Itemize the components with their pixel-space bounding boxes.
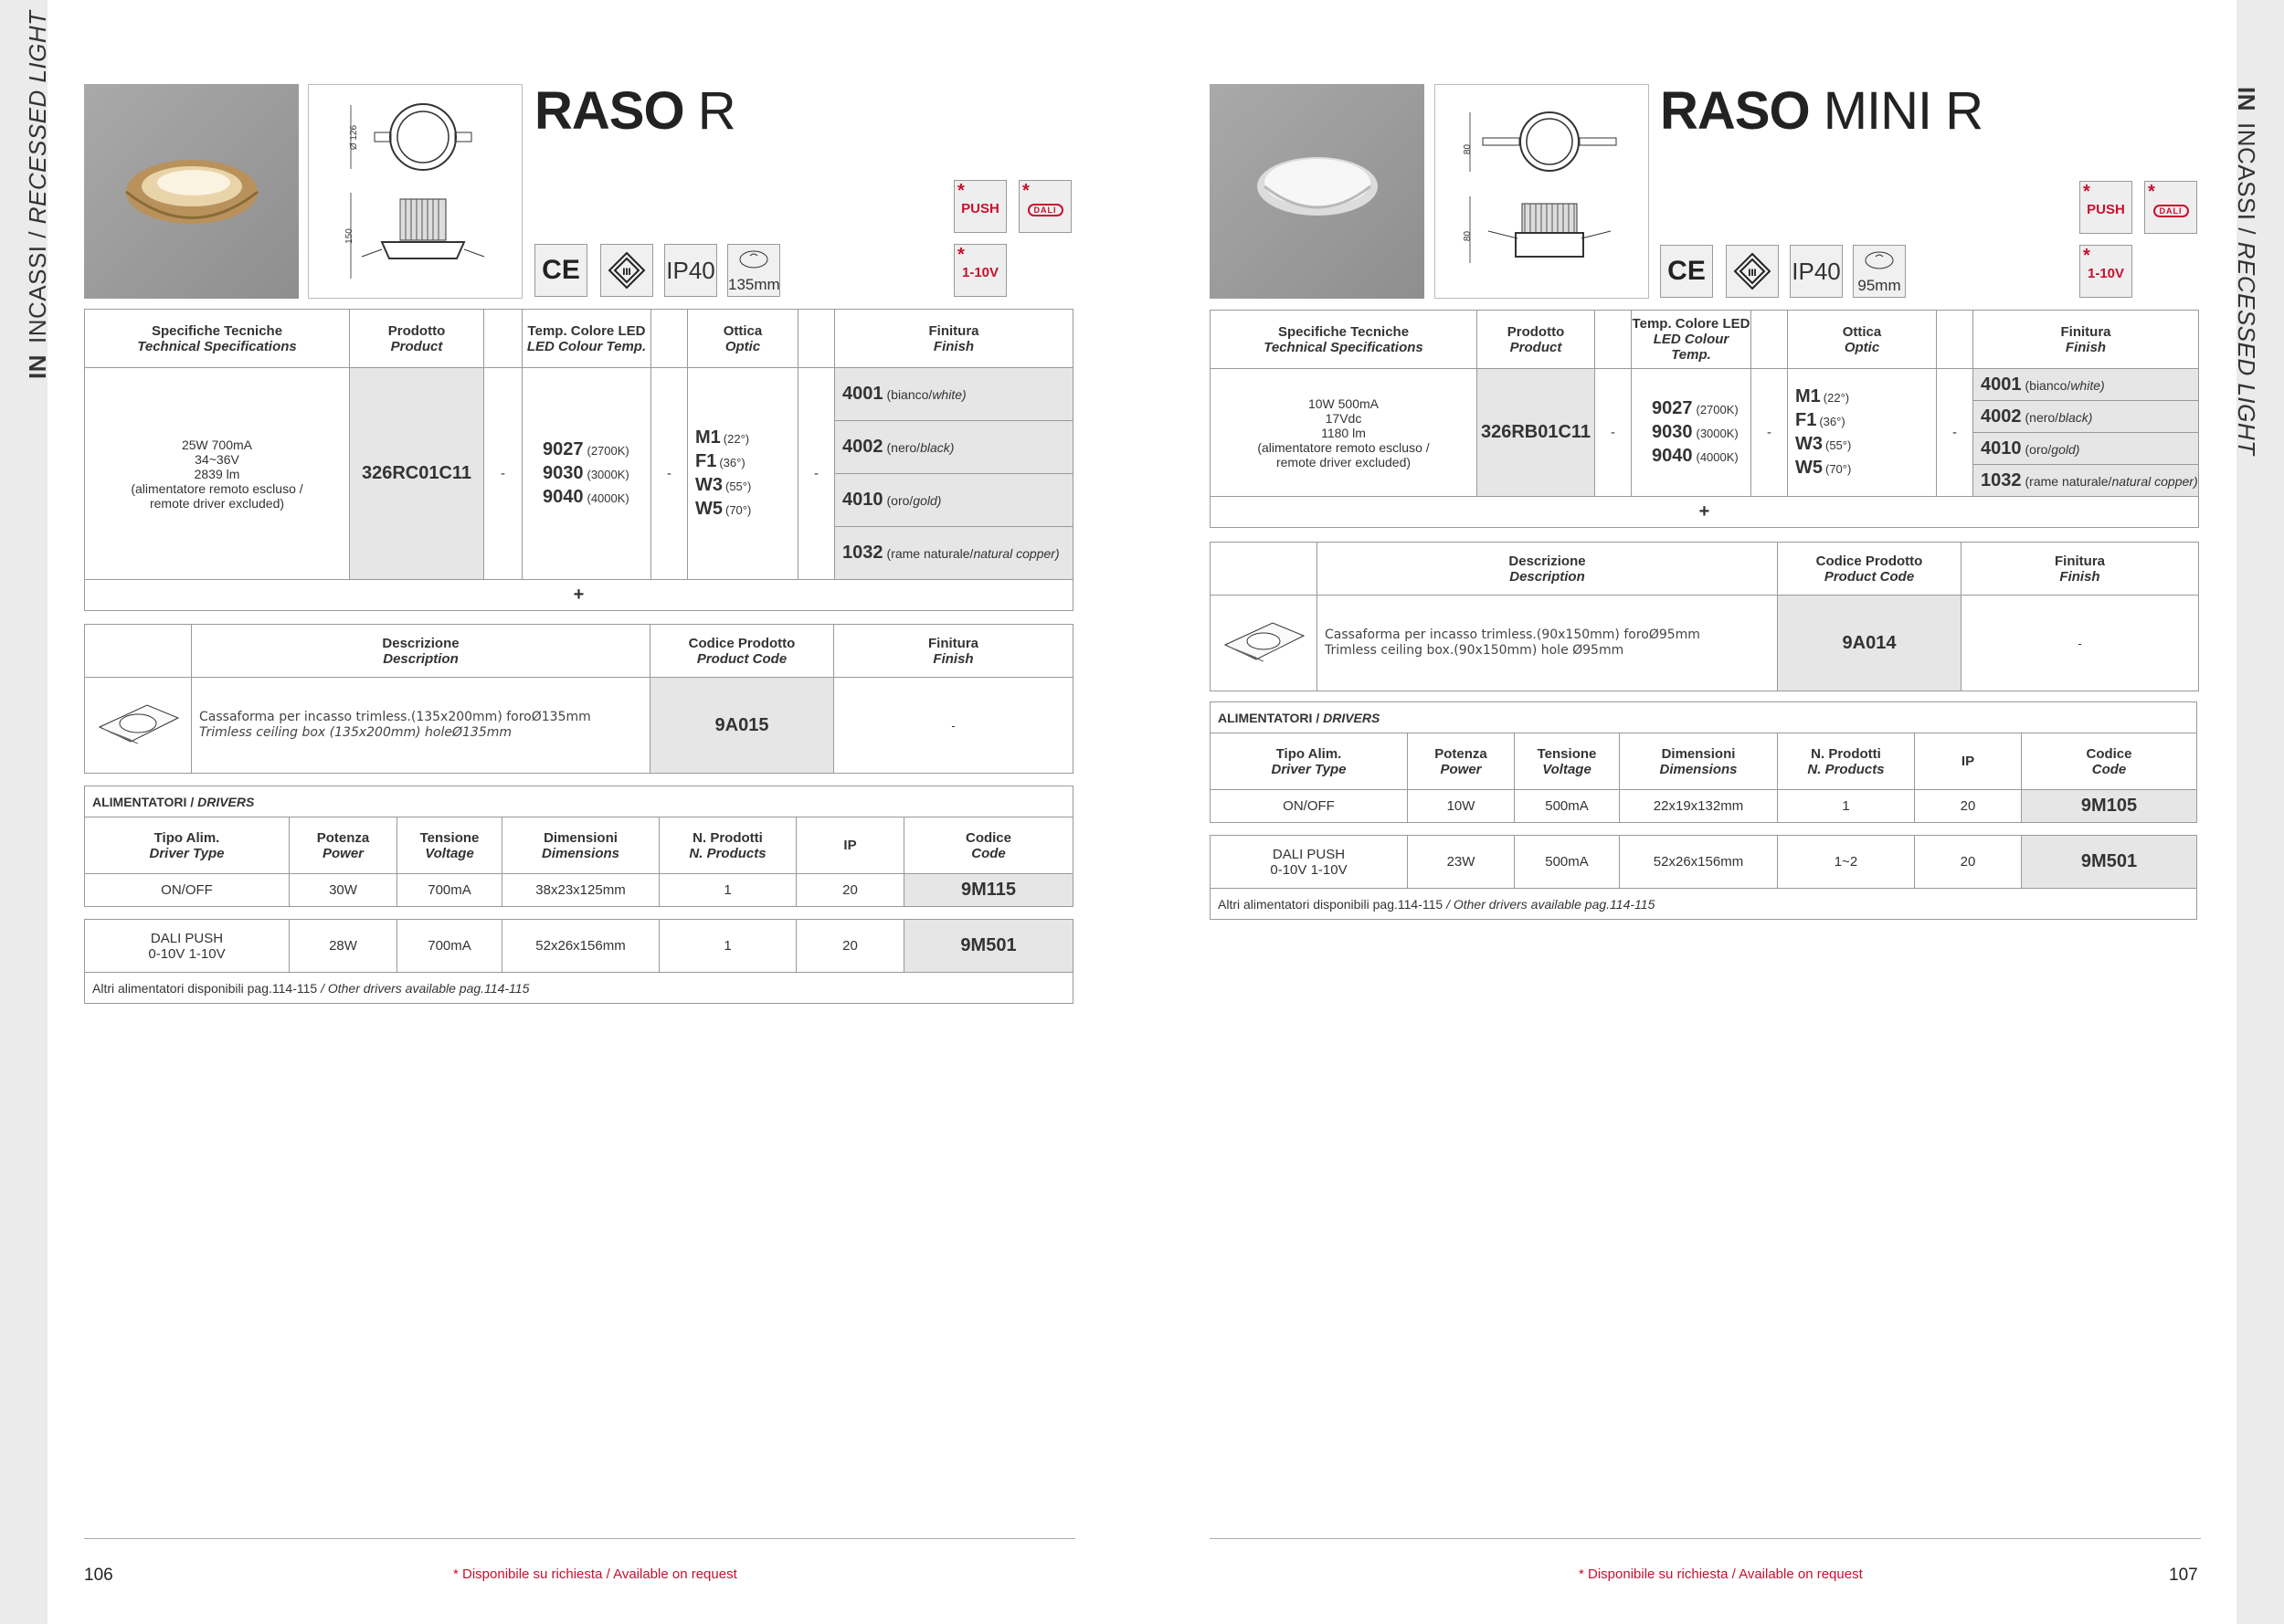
- class-iii-icon: [1726, 245, 1779, 298]
- finish-header: Finitura Finish: [1961, 543, 2199, 596]
- finish-row: 1032 (rame naturale/natural copper): [1973, 465, 2199, 497]
- temp-header: Temp. Colore LED LED Colour Temp.: [1632, 311, 1751, 369]
- dim-diameter: Ø 126: [349, 124, 360, 151]
- drivers-table: [1210, 701, 2197, 920]
- specs-table: [1210, 310, 2199, 528]
- section-label-right: ININCASSI / RECESSED LIGHT: [2233, 87, 2260, 456]
- finish-header: Finitura Finish: [835, 310, 1073, 368]
- code-header: Codice Code: [904, 817, 1073, 874]
- drivers-table: [84, 786, 1073, 1004]
- 1-10v-option-icon: * 1-10V: [2079, 245, 2132, 298]
- product-photo: [1210, 84, 1424, 299]
- driver-type-header: Tipo Alim. Driver Type: [85, 817, 290, 874]
- spec-header: Specifiche Tecniche Technical Specifications: [1211, 311, 1477, 369]
- section-label-left: ININCASSI / RECESSED LIGHT: [24, 10, 51, 379]
- accessory-finish: -: [1961, 596, 2199, 691]
- n-products-header: N. Prodotti N. Products: [1778, 733, 1915, 790]
- availability-note: * Disponibile su richiesta / Available on request: [1579, 1566, 1863, 1582]
- plus-row: +: [85, 580, 1073, 611]
- driver-row: ON/OFF 30W 700mA 38x23x125mm 1 20 9M115: [85, 874, 1073, 907]
- class-iii-icon: [600, 244, 653, 297]
- svg-text:III: III: [622, 267, 631, 278]
- code-header: Codice Code: [2022, 733, 2197, 790]
- spec-text: 10W 500mA 17Vdc 1180 lm (alimentatore remoto escluso / remote driver excluded): [1211, 369, 1477, 497]
- driver-row: DALI PUSH 0-10V 1-10V 23W 500mA 52x26x156mm 1~2 20 9M501: [1211, 836, 2197, 889]
- temp-header: Temp. Colore LED LED Colour Temp.: [523, 310, 651, 368]
- dim-width: 80: [1463, 143, 1474, 155]
- dash: -: [484, 368, 523, 580]
- finish-header: Finitura Finish: [1973, 311, 2199, 369]
- driver-row: ON/OFF 10W 500mA 22x19x132mm 1 20 9M105: [1211, 790, 2197, 823]
- dash: -: [1751, 369, 1788, 497]
- power-header: Potenza Power: [1408, 733, 1515, 790]
- product-photo: [84, 84, 299, 299]
- optic-header: Ottica Optic: [688, 310, 798, 368]
- 1-10v-option-icon: * 1-10V: [954, 244, 1007, 297]
- accessory-code: 9A015: [650, 678, 834, 774]
- temp-list: 9027 (2700K) 9030 (3000K) 9040 (4000K): [523, 368, 651, 580]
- dash: -: [1937, 369, 1973, 497]
- product-title: RASO R: [534, 81, 735, 141]
- availability-note: * Disponibile su richiesta / Available on request: [453, 1566, 737, 1582]
- desc-header: Descrizione Description: [192, 625, 650, 678]
- product-code: 326RB01C11: [1477, 369, 1595, 497]
- dimensions-header: Dimensioni Dimensions: [502, 817, 660, 874]
- finish-row: 4002 (nero/black): [1973, 401, 2199, 433]
- code-header: Codice Prodotto Product Code: [650, 625, 834, 678]
- specs-table: [84, 309, 1073, 611]
- product-code: 326RC01C11: [350, 368, 484, 580]
- accessory-description: Cassaforma per incasso trimless.(135x200mm) foroØ135mm Trimless ceiling box (135x200mm) holeØ135mm: [192, 678, 650, 774]
- ce-mark: CE: [534, 244, 587, 297]
- drivers-note: Altri alimentatori disponibili pag.114-115 / Other drivers available pag.114-115: [1211, 889, 2197, 920]
- dash: -: [651, 368, 688, 580]
- footer-divider: [84, 1538, 1075, 1539]
- page-106: [84, 0, 1075, 1624]
- driver-type-header: Tipo Alim. Driver Type: [1211, 733, 1408, 790]
- technical-drawing: [1434, 84, 1649, 299]
- finish-header: Finitura Finish: [834, 625, 1073, 678]
- optic-list: M1 (22°) F1 (36°) W3 (55°) W5 (70°): [1788, 369, 1937, 497]
- push-option-icon: * PUSH: [954, 180, 1007, 233]
- power-header: Potenza Power: [290, 817, 397, 874]
- finish-row: 1032 (rame naturale/natural copper): [835, 527, 1073, 580]
- temp-list: 9027 (2700K) 9030 (3000K) 9040 (4000K): [1632, 369, 1751, 497]
- ceiling-box-image: [85, 678, 192, 774]
- finish-row: 4001 (bianco/white): [1973, 369, 2199, 401]
- product-header: Prodotto Product: [350, 310, 484, 368]
- dash: -: [798, 368, 835, 580]
- product-title: RASO MINI R: [1660, 81, 1983, 141]
- footer-divider: [1210, 1538, 2201, 1539]
- dash: -: [1595, 369, 1632, 497]
- voltage-header: Tensione Voltage: [397, 817, 502, 874]
- dali-option-icon: * DALI: [1019, 180, 1072, 233]
- finish-row: 4010 (oro/gold): [1973, 433, 2199, 465]
- ip-rating: IP40: [1790, 245, 1843, 298]
- cutout-size: 95mm: [1853, 245, 1906, 298]
- push-option-icon: * PUSH: [2079, 181, 2132, 234]
- ip-rating: IP40: [664, 244, 717, 297]
- drivers-note: Altri alimentatori disponibili pag.114-115 / Other drivers available pag.114-115: [85, 973, 1073, 1004]
- ce-mark: CE: [1660, 245, 1713, 298]
- page-number: 107: [2169, 1566, 2198, 1585]
- dim-height: 150: [344, 228, 354, 244]
- accessory-finish: -: [834, 678, 1073, 774]
- ip-header: IP: [797, 817, 904, 874]
- ceiling-box-image: [1211, 596, 1317, 691]
- drivers-title: ALIMENTATORI / DRIVERS: [1211, 702, 2197, 733]
- voltage-header: Tensione Voltage: [1515, 733, 1620, 790]
- dali-option-icon: * DALI: [2144, 181, 2197, 234]
- accessory-table: [1210, 542, 2199, 691]
- driver-row: DALI PUSH 0-10V 1-10V 28W 700mA 52x26x156mm 1 20 9M501: [85, 920, 1073, 973]
- optic-list: M1 (22°) F1 (36°) W3 (55°) W5 (70°): [688, 368, 798, 580]
- desc-header: Descrizione Description: [1317, 543, 1778, 596]
- ip-header: IP: [1915, 733, 2022, 790]
- finish-row: 4010 (oro/gold): [835, 474, 1073, 527]
- spec-header: Specifiche Tecniche Technical Specifications: [85, 310, 350, 368]
- accessory-table: [84, 624, 1073, 774]
- technical-drawing: [308, 84, 523, 299]
- plus-row: +: [1211, 497, 2199, 528]
- finish-row: 4001 (bianco/white): [835, 368, 1073, 421]
- dim-height: 80: [1463, 230, 1474, 242]
- cutout-size: 135mm: [727, 244, 780, 297]
- code-header: Codice Prodotto Product Code: [1778, 543, 1961, 596]
- page-number: 106: [84, 1566, 113, 1585]
- drivers-title: ALIMENTATORI / DRIVERS: [85, 786, 1073, 817]
- dimensions-header: Dimensioni Dimensions: [1620, 733, 1778, 790]
- accessory-description: Cassaforma per incasso trimless.(90x150mm) foroØ95mm Trimless ceiling box.(90x150mm) hole Ø95mm: [1317, 596, 1778, 691]
- page-107: [1210, 0, 2201, 1624]
- spec-text: 25W 700mA 34~36V 2839 lm (alimentatore remoto escluso / remote driver excluded): [85, 368, 350, 580]
- svg-text:III: III: [1748, 268, 1757, 279]
- finish-row: 4002 (nero/black): [835, 421, 1073, 474]
- n-products-header: N. Prodotti N. Products: [660, 817, 797, 874]
- product-header: Prodotto Product: [1477, 311, 1595, 369]
- optic-header: Ottica Optic: [1788, 311, 1937, 369]
- accessory-code: 9A014: [1778, 596, 1961, 691]
